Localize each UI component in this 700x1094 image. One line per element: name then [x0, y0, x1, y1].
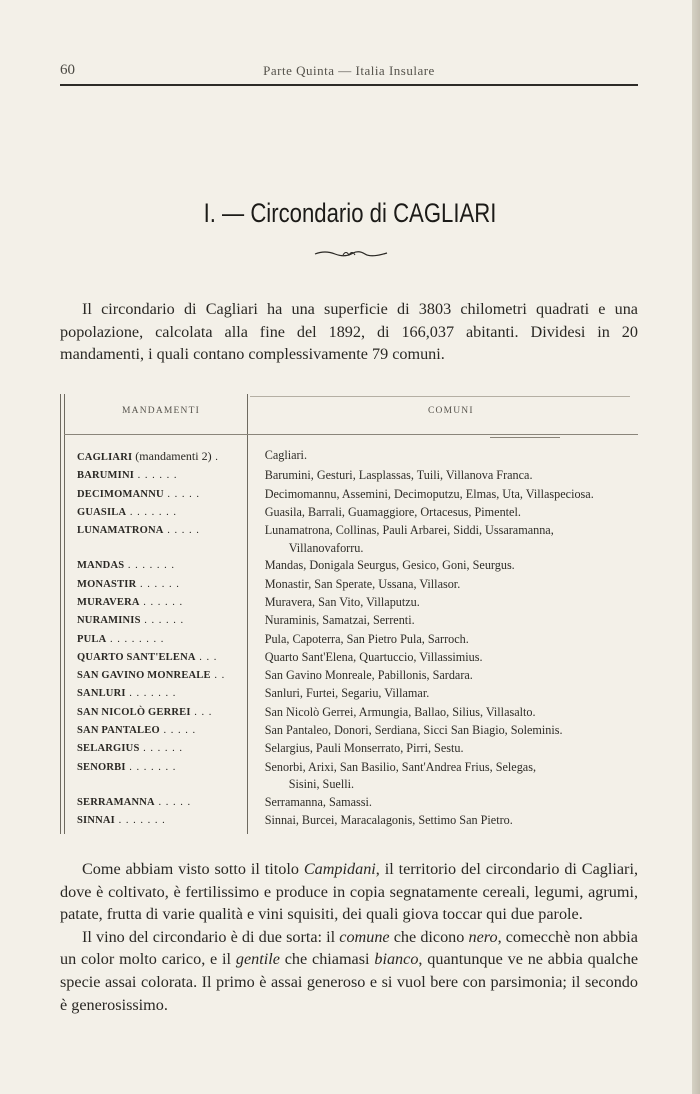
comuni-cell: [251, 612, 638, 630]
mandamenti-table: [60, 394, 638, 840]
comuni-list: Lunamatrona, Collinas, Pauli Arbarei, Siddi, Ussaramanna,: [264, 523, 554, 538]
table-row: [60, 649, 638, 667]
body-text: [60, 858, 638, 1016]
mandamento-cell: [60, 576, 251, 594]
comuni-list-continued: Villanovaforru.: [288, 540, 364, 555]
mandamento-cell: [60, 759, 251, 794]
mandamento-name: SAN NICOLÒ GERREI: [77, 706, 191, 718]
leader-dots: . . . . . .: [136, 578, 180, 590]
table-row: [60, 486, 638, 504]
comuni-cell: [251, 522, 638, 557]
table-row: [60, 685, 638, 703]
table-row: [60, 447, 638, 467]
comuni-list: Serramanna, Samassi.: [264, 794, 372, 809]
table-row: [60, 612, 638, 630]
text-run: Il vino del circondario è di due sorta: il: [82, 927, 340, 946]
comuni-list: Monastir, San Sperate, Ussana, Villasor.: [264, 576, 461, 591]
mandamento-name: CAGLIARI: [77, 452, 133, 463]
mandamento-name: SAN PANTALEO: [77, 725, 160, 737]
table-header-rule: [64, 434, 638, 435]
table-row: [60, 631, 638, 649]
italic-term: bianco: [374, 950, 419, 969]
table-row: [60, 594, 638, 612]
leader-dots: . . . . . . . .: [106, 633, 165, 645]
mandamento-cell: [60, 522, 251, 557]
mandamento-cell: [60, 794, 251, 812]
mandamento-cell: [60, 740, 251, 758]
italic-term: nero: [468, 927, 498, 946]
header-rule: [60, 84, 638, 86]
comuni-list: Guasila, Barrali, Guamaggiore, Ortacesus, Pimentel.: [264, 504, 521, 519]
comuni-cell: [251, 504, 638, 522]
mandamento-name: LUNAMATRONA: [77, 525, 164, 537]
intro-text: Il circondario di Cagliari ha una superficie di 3803 chilometri quadrati e una popolazione, calcolata alla fine del 1892, di 166,037 abitanti. Dividesi in 20 mandamenti, i quali contano complessivamente 79 comuni.: [60, 300, 638, 363]
comuni-cell: [251, 740, 638, 758]
mandamento-name: SANLURI: [77, 688, 126, 700]
table-row: [60, 704, 638, 722]
comuni-cell: [251, 704, 638, 722]
leader-dots: . . . . . .: [139, 743, 183, 755]
ornament-icon: [313, 246, 389, 260]
comuni-list-continued: Sisini, Suelli.: [288, 777, 355, 792]
leader-dots: . . . . . .: [140, 615, 185, 627]
mandamento-name: QUARTO SANT'ELENA: [77, 651, 196, 663]
comuni-list: Cagliari.: [264, 448, 307, 462]
text-run: , il territorio del circondario di Cagliari, dove è coltivato, è fertilissimo e produce in copia segnatamente cereali, legumi, agrumi, patate, frutta di varie qualità e vini squisiti, dei quali giova toccar qui due parole.: [60, 860, 638, 924]
mandamento-name: NURAMINIS: [77, 615, 141, 627]
page-number: 60: [60, 62, 75, 78]
text-run: , comecchè non abbia un color molto carico, e il: [60, 927, 638, 969]
comuni-list: San Nicolò Gerrei, Armungia, Ballao, Silius, Villasalto.: [264, 704, 536, 719]
mandamento-name: PULA: [77, 633, 107, 645]
comuni-list: San Gavino Monreale, Pabillonis, Sardara.: [264, 668, 473, 683]
comuni-cell: [251, 722, 638, 740]
mandamento-cell: [60, 704, 251, 722]
leader-dots: . . . . . . .: [126, 506, 177, 518]
chapter-title: I. — Circondario di CAGLIARI: [203, 198, 497, 228]
comuni-cell: [251, 685, 638, 703]
comuni-cell: [251, 467, 638, 485]
comuni-cell: [251, 794, 638, 812]
comuni-list: Sinnai, Burcei, Maracalagonis, Settimo San Pietro.: [264, 813, 513, 828]
column-header-mandamenti: MANDAMENTI: [122, 406, 200, 416]
mandamento-name: SELARGIUS: [77, 743, 140, 755]
comuni-list: Mandas, Donigala Seurgus, Gesico, Goni, Seurgus.: [264, 558, 515, 573]
mandamento-note: (mandamenti 2): [132, 449, 212, 463]
leader-dots: . . . . . . .: [124, 560, 176, 572]
leader-dots: . . . . .: [159, 725, 197, 737]
mandamento-name: MONASTIR: [77, 578, 137, 590]
table-row: [60, 740, 638, 758]
table-row: [60, 812, 638, 830]
table-row: [60, 759, 638, 794]
mandamento-name: SERRAMANNA: [77, 796, 155, 808]
table-row: [60, 467, 638, 485]
comuni-cell: [251, 447, 638, 467]
comuni-cell: [251, 594, 638, 612]
italic-term: Campidani: [303, 860, 376, 878]
mandamento-cell: [60, 467, 251, 485]
leader-dots: . . . . . . .: [114, 815, 166, 827]
comuni-list: Senorbi, Arixi, San Basilio, Sant'Andrea Frius, Selegas,: [264, 759, 537, 774]
text-run: Come abbiam visto sotto il titolo: [82, 860, 304, 878]
table-row: [60, 504, 638, 522]
leader-dots: . . .: [190, 706, 213, 718]
table-row: [60, 722, 638, 740]
mandamento-cell: [60, 685, 251, 703]
mandamento-cell: [60, 649, 251, 667]
text-run: , quantunque ve ne abbia qualche specie assai colorata. Il primo è assai generoso e si vuol bere con parsimonia; il secondo è generosissimo.: [60, 950, 638, 1014]
italic-term: gentile: [235, 950, 280, 969]
mandamento-name: SAN GAVINO MONREALE: [77, 670, 211, 682]
leader-dots: . .: [210, 670, 226, 682]
comuni-cell: [251, 576, 638, 594]
table-short-rule: [490, 437, 560, 438]
comuni-list: Quarto Sant'Elena, Quartuccio, Villassimius.: [264, 649, 483, 664]
body-paragraph-1: [60, 858, 638, 926]
italic-term: comune: [339, 927, 390, 946]
mandamento-name: SINNAI: [77, 815, 115, 827]
mandamento-cell: [60, 504, 251, 522]
comuni-cell: [251, 812, 638, 830]
mandamento-name: SENORBI: [77, 761, 126, 773]
mandamento-name: GUASILA: [77, 506, 127, 518]
comuni-list: San Pantaleo, Donori, Serdiana, Sicci San Biagio, Soleminis.: [264, 723, 563, 738]
mandamento-name: MANDAS: [77, 560, 125, 572]
mandamento-cell: [60, 486, 251, 504]
mandamento-cell: [60, 631, 251, 649]
running-head: Parte Quinta — Italia Insulare: [263, 63, 435, 78]
table-row: [60, 557, 638, 575]
intro-paragraph: [60, 298, 638, 366]
comuni-list: Barumini, Gesturi, Lasplassas, Tuili, Villanova Franca.: [264, 468, 533, 483]
text-run: che chiamasi: [279, 950, 375, 969]
leader-dots: . . . . . .: [139, 596, 184, 608]
leader-dots: . . . . . . .: [125, 688, 177, 700]
leader-dots: . . . . . .: [134, 470, 178, 482]
comuni-cell: [251, 557, 638, 575]
leader-dots: .: [211, 452, 219, 463]
leader-dots: . . . . . . .: [125, 761, 177, 773]
comuni-list: Muravera, San Vito, Villaputzu.: [264, 594, 420, 609]
table-top-rule: [250, 396, 630, 397]
comuni-list: Selargius, Pauli Monserrato, Pirri, Sestu.: [264, 741, 464, 756]
mandamento-cell: [60, 557, 251, 575]
leader-dots: . . .: [195, 651, 218, 663]
comuni-cell: [251, 631, 638, 649]
mandamento-cell: [60, 667, 251, 685]
comuni-list: Sanluri, Furtei, Segariu, Villamar.: [264, 686, 430, 701]
leader-dots: . . . . .: [163, 488, 201, 500]
page-edge-shadow: [692, 0, 700, 1094]
table-row: [60, 522, 638, 557]
table-body: [60, 447, 638, 830]
leader-dots: . . . . .: [154, 796, 192, 808]
comuni-list: Pula, Capoterra, San Pietro Pula, Sarroch.: [264, 631, 469, 646]
table-row: [60, 576, 638, 594]
comuni-cell: [251, 649, 638, 667]
column-header-comuni: COMUNI: [428, 406, 474, 416]
comuni-cell: [251, 486, 638, 504]
comuni-list: Nuraminis, Samatzai, Serrenti.: [264, 613, 415, 628]
text-run: che dicono: [389, 927, 469, 946]
comuni-cell: [251, 667, 638, 685]
mandamento-cell: [60, 447, 251, 467]
mandamento-cell: [60, 722, 251, 740]
mandamento-cell: [60, 612, 251, 630]
body-paragraph-2: [60, 926, 638, 1016]
mandamento-cell: [60, 594, 251, 612]
table-row: [60, 667, 638, 685]
mandamento-name: DECIMOMANNU: [77, 488, 164, 500]
leader-dots: . . . . .: [163, 525, 200, 537]
table-row: [60, 794, 638, 812]
mandamento-name: MURAVERA: [77, 596, 140, 608]
comuni-list: Decimomannu, Assemini, Decimoputzu, Elmas, Uta, Villaspeciosa.: [264, 486, 594, 501]
comuni-cell: [251, 759, 638, 794]
page-header: [60, 62, 638, 84]
mandamento-name: BARUMINI: [77, 470, 135, 482]
mandamento-cell: [60, 812, 251, 830]
